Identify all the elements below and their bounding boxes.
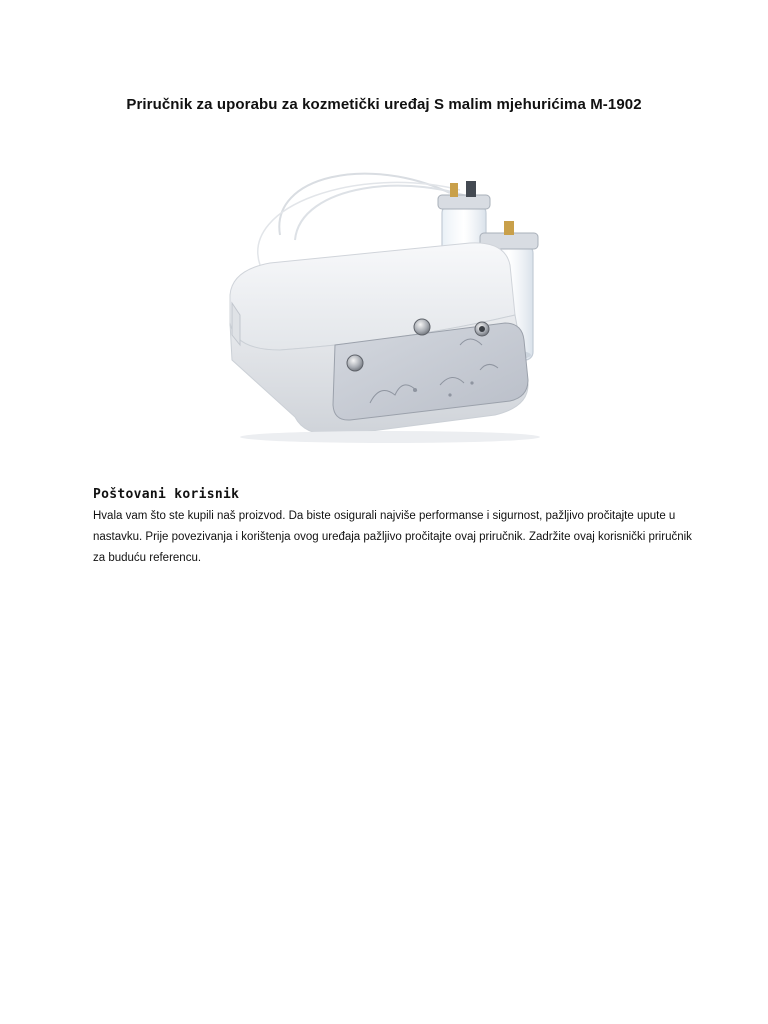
device-illustration (210, 145, 570, 445)
intro-paragraph: Hvala vam što ste kupili naš proizvod. Da biste osigurali najviše performanse i sigurnost, pažljivo pročitajte upute u nastavku. Prije povezivanja i korištenja ovog uređaja pažljivo pročitajte ovaj priručnik. Zadržite ovaj korisnički priručnik za buduću referencu. (93, 510, 692, 564)
device-photo (210, 145, 570, 445)
page-title: Priručnik za uporabu za kozmetički uređaj S malim mjehurićima M-1902 (126, 96, 642, 113)
greeting-heading: Poštovani korisnik (93, 487, 240, 502)
